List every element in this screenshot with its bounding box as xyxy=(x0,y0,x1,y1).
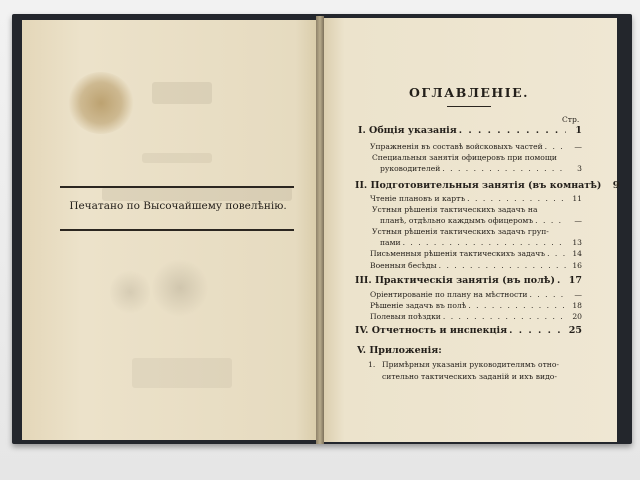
page-column-header: Стр. xyxy=(562,115,580,124)
toc-item-row xyxy=(370,290,582,299)
toc-dot-leader xyxy=(442,164,566,173)
toc-entry-line2: пами xyxy=(380,238,401,247)
toc-page-number: 16 xyxy=(572,261,582,270)
toc-title-underline xyxy=(447,106,491,107)
toc-item-row xyxy=(370,194,582,203)
toc-dot-leader xyxy=(468,301,566,310)
toc-page-number: 1 xyxy=(575,125,582,136)
toc-item-row xyxy=(370,261,582,270)
toc-section-row xyxy=(355,325,582,336)
book-gutter xyxy=(316,16,324,444)
toc-dot-leader xyxy=(439,261,566,270)
toc-item-row xyxy=(370,142,582,151)
toc-entry-line1: Устныя рѣшенія тактическихъ задачъ груп- xyxy=(372,227,549,236)
toc-entry-label: Письменныя рѣшенія тактическихъ задачъ xyxy=(370,249,546,258)
toc-dot-leader xyxy=(535,216,566,225)
toc-entry-label: Полевыя поѣздки xyxy=(370,312,441,321)
stamp-bottom-rule xyxy=(60,229,294,231)
toc-entry-line1: Устныя рѣшенія тактическихъ задачъ на xyxy=(372,205,538,214)
toc-entry-label: II. Подготовительныя занятія (въ комнатѣ) xyxy=(355,180,602,191)
toc-item-row xyxy=(380,238,582,247)
stamp-top-rule xyxy=(60,186,294,188)
toc-page-number: — xyxy=(574,142,582,151)
toc-section-row xyxy=(355,180,620,191)
toc-entry-label: Чтеніе плановъ и картъ xyxy=(370,194,466,203)
toc-section-row xyxy=(358,125,582,136)
toc-appendix-heading: V. Приложенія: xyxy=(357,345,442,356)
toc-dot-leader xyxy=(545,142,566,151)
stamp-show-through xyxy=(110,268,150,316)
toc-section-row xyxy=(355,275,582,286)
toc-dot-leader xyxy=(443,312,566,321)
heading-show-through xyxy=(102,187,292,201)
toc-entry-label: Оріентированіе по плану на мѣстности xyxy=(370,290,528,299)
toc-page-number: 3 xyxy=(577,164,582,173)
toc-entry-label: Военныя бесѣды xyxy=(370,261,437,270)
toc-page-number: — xyxy=(574,216,582,225)
toc-dot-leader xyxy=(467,194,566,203)
toc-appendix-number: 1. xyxy=(368,360,376,369)
seal-show-through-top xyxy=(68,72,134,134)
toc-dot-leader xyxy=(529,290,566,299)
toc-item-row xyxy=(370,312,582,321)
toc-item-row xyxy=(380,164,582,173)
eagle-show-through xyxy=(152,258,208,318)
toc-page-number: 20 xyxy=(572,312,582,321)
imperial-imprint-line: Печатано по Высочайшему повелѣнію. xyxy=(69,200,287,212)
toc-dot-leader xyxy=(509,325,566,336)
toc-page-number: 9 xyxy=(612,180,620,191)
toc-appendix-line2: сительно тактическихъ заданій и ихъ видо- xyxy=(382,372,557,381)
toc-entry-label: III. Практическія занятія (въ полѣ) xyxy=(355,275,555,286)
toc-dot-leader xyxy=(557,275,566,286)
toc-item-row xyxy=(380,216,582,225)
imprint-show-through xyxy=(132,358,232,388)
toc-page-number: 18 xyxy=(572,301,582,310)
toc-entry-line2: планѣ, отдѣльно каждымъ офицеромъ xyxy=(380,216,534,225)
toc-entry-line1: Специальныя занятія офицеровъ при помощи xyxy=(372,153,557,162)
toc-entry-label: Упражненія въ составѣ войсковыхъ частей xyxy=(370,142,543,151)
toc-title: ОГЛАВЛЕНІЕ. xyxy=(409,85,529,100)
toc-page-number: 13 xyxy=(572,238,582,247)
subtitle-show-through xyxy=(142,153,212,163)
toc-page-number: 17 xyxy=(568,275,582,286)
toc-dot-leader xyxy=(459,125,566,136)
toc-page-number: 25 xyxy=(568,325,582,336)
toc-dot-leader xyxy=(403,238,566,247)
toc-page-number: — xyxy=(574,290,582,299)
toc-entry-line2: руководителей xyxy=(380,164,441,173)
toc-appendix-line1: Примѣрныя указанія руководителямъ отно- xyxy=(382,360,559,369)
toc-entry-label: IV. Отчетность и инспекція xyxy=(355,325,508,336)
toc-page-number: 11 xyxy=(572,194,582,203)
toc-entry-label: Рѣшеніе задачъ въ полѣ xyxy=(370,301,467,310)
toc-page-number: 14 xyxy=(572,249,582,258)
toc-dot-leader xyxy=(547,249,566,258)
toc-entry-label: I. Общія указанія xyxy=(358,125,457,136)
toc-item-row xyxy=(370,249,582,258)
toc-item-row xyxy=(370,301,582,310)
title-show-through xyxy=(152,82,212,104)
